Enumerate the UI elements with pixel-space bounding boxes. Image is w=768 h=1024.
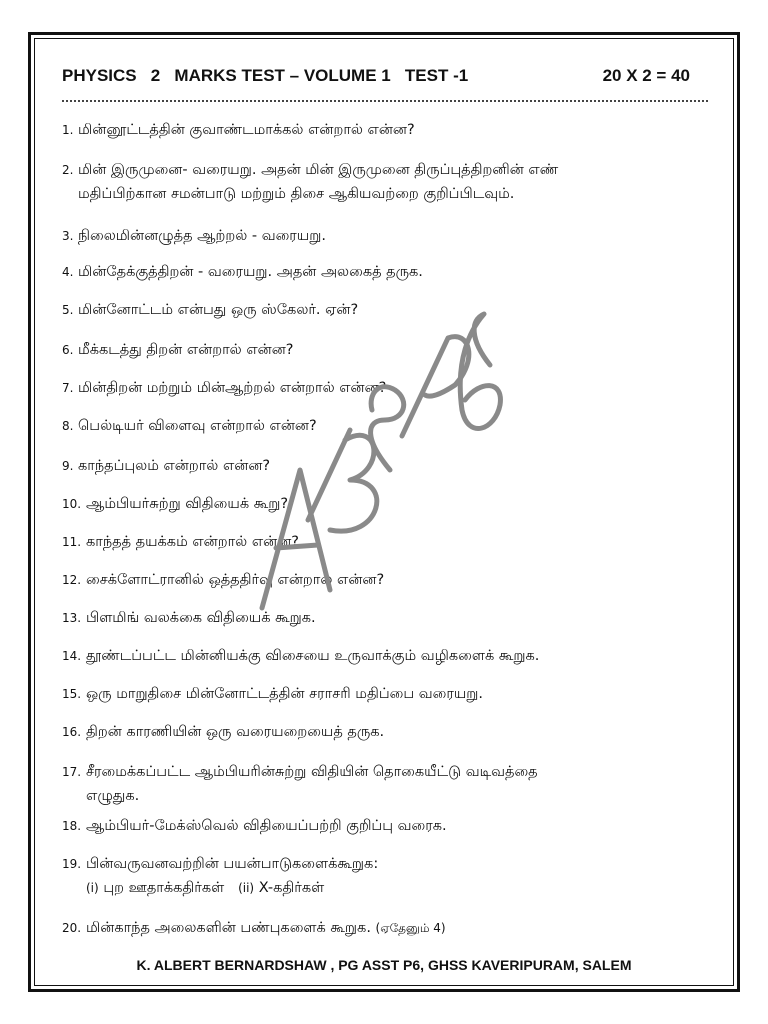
question-number: 5. — [62, 303, 74, 317]
question-text: மின்தேக்குத்திறன் - வரையறு. அதன் அலகைத் தருக. — [78, 264, 423, 280]
question-number: 15. — [62, 687, 82, 701]
question-note: (ஏதேனும் 4) — [375, 921, 446, 935]
question-text-line-2: எழுதுக. — [86, 788, 140, 804]
sub-item-label-ii: (ii) — [238, 881, 255, 895]
question-text: ஆம்பியர்சுற்று விதியைக் கூறு? — [86, 496, 289, 512]
question-number: 17. — [62, 765, 82, 779]
question-number: 2. — [62, 163, 74, 177]
question-text: காந்தத் தயக்கம் என்றால் என்ன? — [86, 534, 299, 550]
sub-item-text-i: புற ஊதாக்கதிர்கள் — [103, 880, 225, 896]
question-text: மின்னூட்டத்தின் குவாண்டமாக்கல் என்றால் என்ன? — [78, 122, 415, 138]
question-number: 4. — [62, 265, 74, 279]
test-title: PHYSICS 2 MARKS TEST – VOLUME 1 TEST -1 — [62, 66, 469, 85]
question-number: 18. — [62, 819, 82, 833]
question-number: 13. — [62, 611, 82, 625]
sub-item-text-ii: X-கதிர்கள் — [258, 880, 325, 896]
question-number: 9. — [62, 459, 74, 473]
question-text: மீக்கடத்து திறன் என்றால் என்ன? — [78, 342, 294, 358]
question-number: 6. — [62, 343, 74, 357]
question-number: 16. — [62, 725, 82, 739]
question-text: மின்திறன் மற்றும் மின்ஆற்றல் என்றால் என்ன? — [78, 380, 387, 396]
sub-item-label-i: (i) — [86, 881, 99, 895]
question-number: 10. — [62, 497, 82, 511]
question-number: 20. — [62, 921, 82, 935]
total-marks: 20 X 2 = 40 — [602, 66, 690, 85]
question-number: 8. — [62, 419, 74, 433]
question-number: 1. — [62, 123, 74, 137]
question-text: ஆம்பியர்-மேக்ஸ்வெல் விதியைப்பற்றி குறிப்பு வரைக. — [86, 818, 447, 834]
question-text: தூண்டப்பட்ட மின்னியக்கு விசையை உருவாக்கும் வழிகளைக் கூறுக. — [86, 648, 540, 664]
question-number: 12. — [62, 573, 82, 587]
question-text: மின்காந்த அலைகளின் பண்புகளைக் கூறுக. — [86, 920, 371, 936]
question-number: 14. — [62, 649, 82, 663]
question-number: 11. — [62, 535, 82, 549]
question-text: சைக்ளோட்ரானில் ஒத்ததிர்வு என்றால் என்ன? — [86, 572, 385, 588]
question-text: பிளமிங் வலக்கை விதியைக் கூறுக. — [86, 610, 316, 626]
question-text-line-1: பின்வருவனவற்றின் பயன்பாடுகளைக்கூறுக: — [86, 856, 379, 872]
question-text-line-1: மின் இருமுனை- வரையறு. அதன் மின் இருமுனை திருப்புத்திறனின் எண் — [78, 162, 559, 178]
question-number: 3. — [62, 229, 74, 243]
question-text: நிலைமின்னழுத்த ஆற்றல் - வரையறு. — [78, 228, 326, 244]
question-text-line-1: சீரமைக்கப்பட்ட ஆம்பியரின்சுற்று விதியின் தொகையீட்டு வடிவத்தை — [86, 764, 538, 780]
question-text: பெல்டியர் விளைவு என்றால் என்ன? — [78, 418, 317, 434]
question-text: ஒரு மாறுதிசை மின்னோட்டத்தின் சராசரி மதிப்பை வரையறு. — [86, 686, 484, 702]
question-text: மின்னோட்டம் என்பது ஒரு ஸ்கேலர். ஏன்? — [78, 302, 359, 318]
question-text-line-2: மதிப்பிற்கான சமன்பாடு மற்றும் திசை ஆகியவற்றை குறிப்பிடவும். — [78, 186, 515, 202]
question-number: 19. — [62, 857, 82, 871]
footer-author: K. ALBERT BERNARDSHAW , PG ASST P6, GHSS KAVERIPURAM, SALEM — [136, 957, 632, 973]
question-text: திறன் காரணியின் ஒரு வரையறையைத் தருக. — [86, 724, 385, 740]
question-number: 7. — [62, 381, 74, 395]
question-text: காந்தப்புலம் என்றால் என்ன? — [78, 458, 271, 474]
